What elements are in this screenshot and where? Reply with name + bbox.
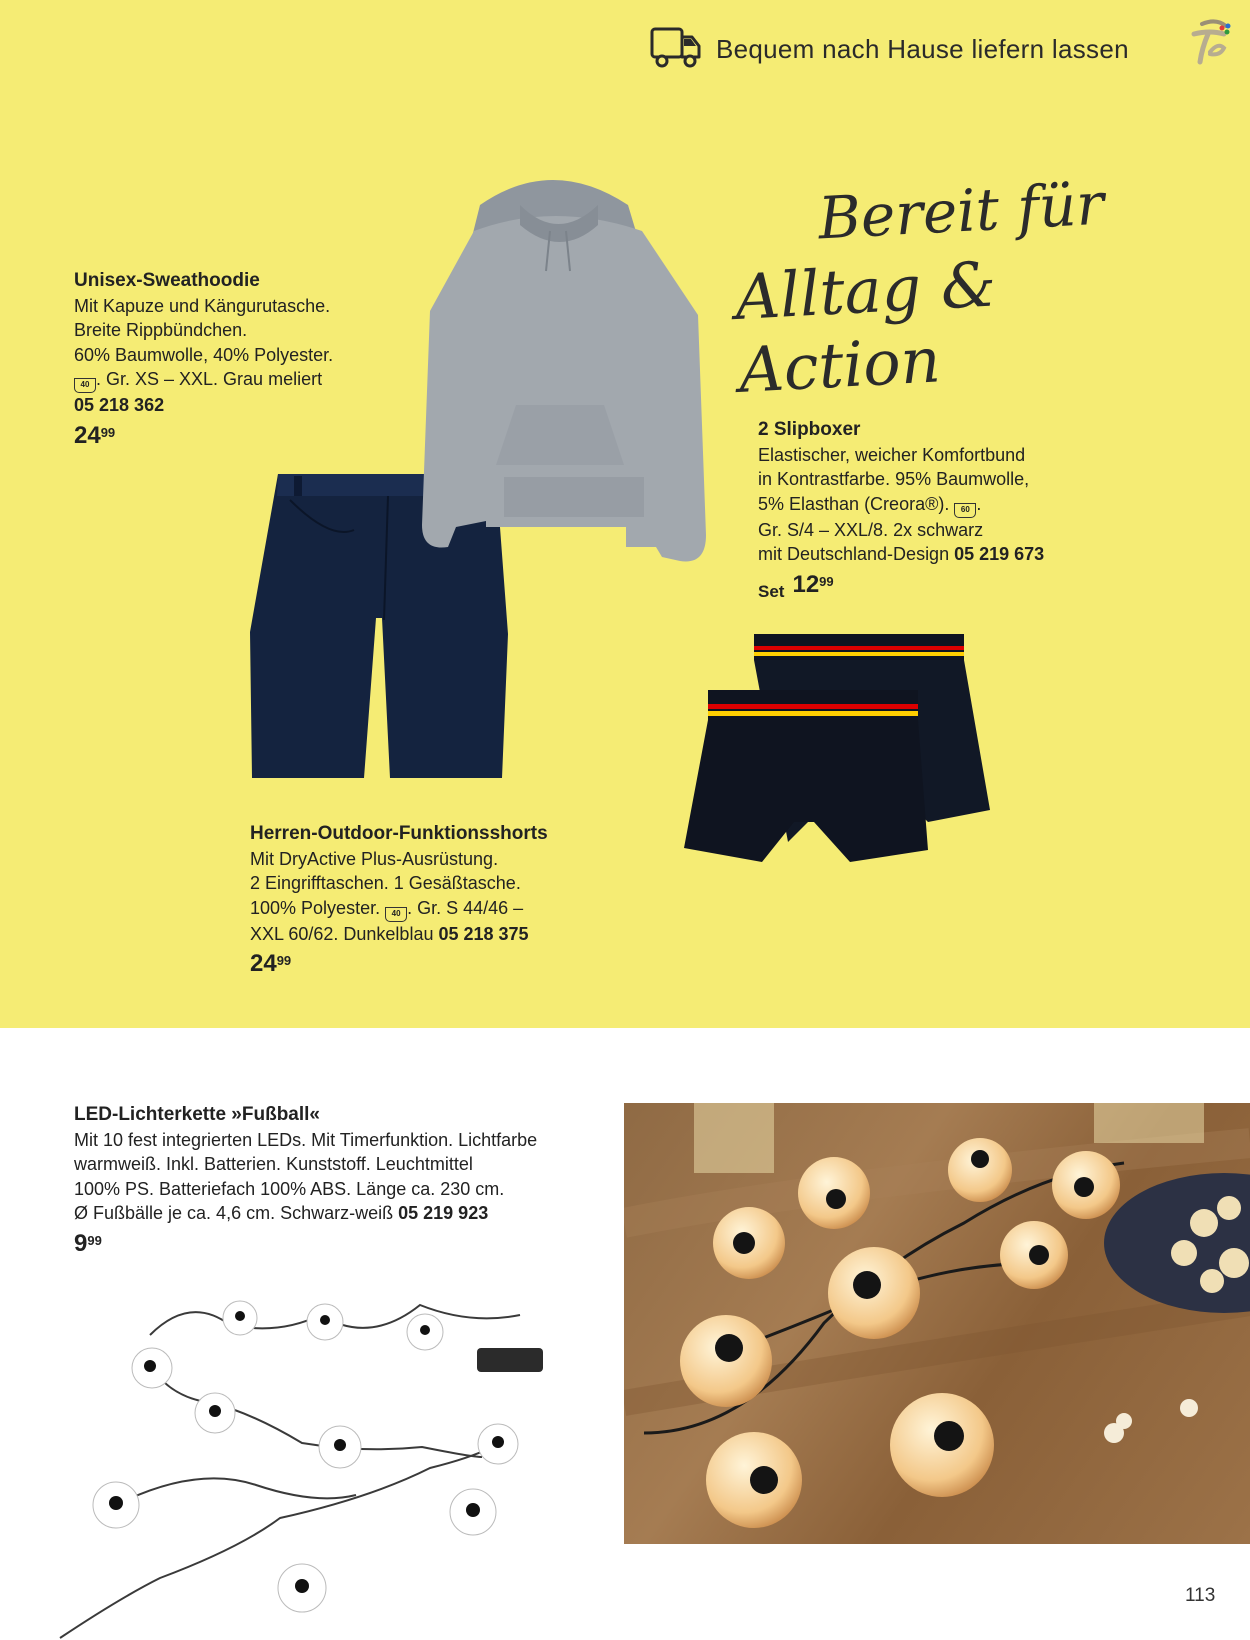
shorts-product-info xyxy=(250,822,548,977)
truck-icon xyxy=(650,25,702,74)
wash-60-icon: 60 xyxy=(954,503,976,518)
headline xyxy=(730,167,1161,407)
hoodie-desc-1: Mit Kapuze und Kängurutasche. xyxy=(74,295,331,316)
slipboxer-desc-1: Elastischer, weicher Komfortbund xyxy=(758,444,1026,465)
slipboxer-desc-2: in Kontrastfarbe. 95% Baumwolle, xyxy=(758,469,1030,489)
lichterkette-desc-1: Mit 10 fest integrierten LEDs. Mit Timerfunktion. Lichtfarbe xyxy=(74,1129,538,1150)
brand-logo-icon[interactable] xyxy=(1184,18,1234,68)
slipboxer-title: 2 Slipboxer xyxy=(758,419,861,440)
lichterkette-scene-photo[interactable] xyxy=(624,1103,1250,1544)
hoodie-price: 24 99 xyxy=(74,421,116,449)
wash-40-icon: 40 xyxy=(74,378,96,393)
shorts-desc-2: 2 Eingrifftaschen. 1 Gesäßtasche. xyxy=(250,873,521,893)
hoodie-desc-2: Breite Rippbündchen. xyxy=(74,320,248,340)
hoodie-article-number: 05 218 362 xyxy=(74,395,165,415)
hoodie-desc-3: 60% Baumwolle, 40% Polyester. xyxy=(74,344,334,365)
lichterkette-desc-2: warmweiß. Inkl. Batterien. Kunststoff. Leuchtmittel xyxy=(74,1154,473,1174)
lichterkette-product-info xyxy=(74,1103,537,1256)
lichterkette-desc-3: 100% PS. Batteriefach 100% ABS. Länge ca. 230 cm. xyxy=(74,1178,505,1199)
shorts-desc-4: XXL 60/62. Dunkelblau 05 218 375 xyxy=(250,923,529,944)
shorts-article-number: 05 218 375 xyxy=(438,923,529,944)
delivery-banner[interactable] xyxy=(650,24,1129,74)
slipboxer-desc-5: mit Deutschland-Design 05 219 673 xyxy=(758,544,1045,564)
slipboxer-product-info xyxy=(758,418,1044,604)
hoodie-image[interactable] xyxy=(400,165,710,585)
hoodie-product-info xyxy=(74,269,333,448)
headline-line-1: Bereit für xyxy=(816,169,1106,253)
hoodie-desc-4: 40 . Gr. XS – XXL. Grau meliert xyxy=(74,367,333,393)
hoodie-title: Unisex-Sweathoodie xyxy=(74,270,260,291)
lichterkette-article-number: 05 219 923 xyxy=(398,1203,489,1223)
shorts-desc-1: Mit DryActive Plus-Ausrüstung. xyxy=(250,848,499,869)
boxer-image[interactable] xyxy=(678,630,1008,866)
slipboxer-price: Set 12 99 xyxy=(758,570,834,601)
delivery-text: Bequem nach Hause liefern lassen xyxy=(716,33,1129,64)
lichterkette-desc-4: Ø Fußbälle je ca. 4,6 cm. Schwarz-weiß 05 219 923 xyxy=(74,1203,489,1223)
shorts-desc-3: 100% Polyester. 40 . Gr. S 44/46 – xyxy=(250,896,548,922)
shorts-price: 24 99 xyxy=(250,950,292,977)
lichterkette-price: 9 99 xyxy=(74,1229,102,1257)
page-number: 113 xyxy=(1185,1585,1216,1606)
lichterkette-image[interactable] xyxy=(40,1280,600,1640)
battery-box xyxy=(477,1348,543,1372)
slipboxer-desc-4: Gr. S/4 – XXL/8. 2x schwarz xyxy=(758,519,984,540)
headline-line-2: Alltag & Action xyxy=(733,247,998,407)
lichterkette-title: LED-Lichterkette »Fußball« xyxy=(74,1104,320,1125)
slipboxer-desc-3: 5% Elasthan (Creora®). 60 . xyxy=(758,492,1044,518)
wash-40-icon: 40 xyxy=(385,907,407,922)
shorts-title: Herren-Outdoor-Funktionsshorts xyxy=(250,823,548,844)
slipboxer-article-number: 05 219 673 xyxy=(954,544,1045,564)
